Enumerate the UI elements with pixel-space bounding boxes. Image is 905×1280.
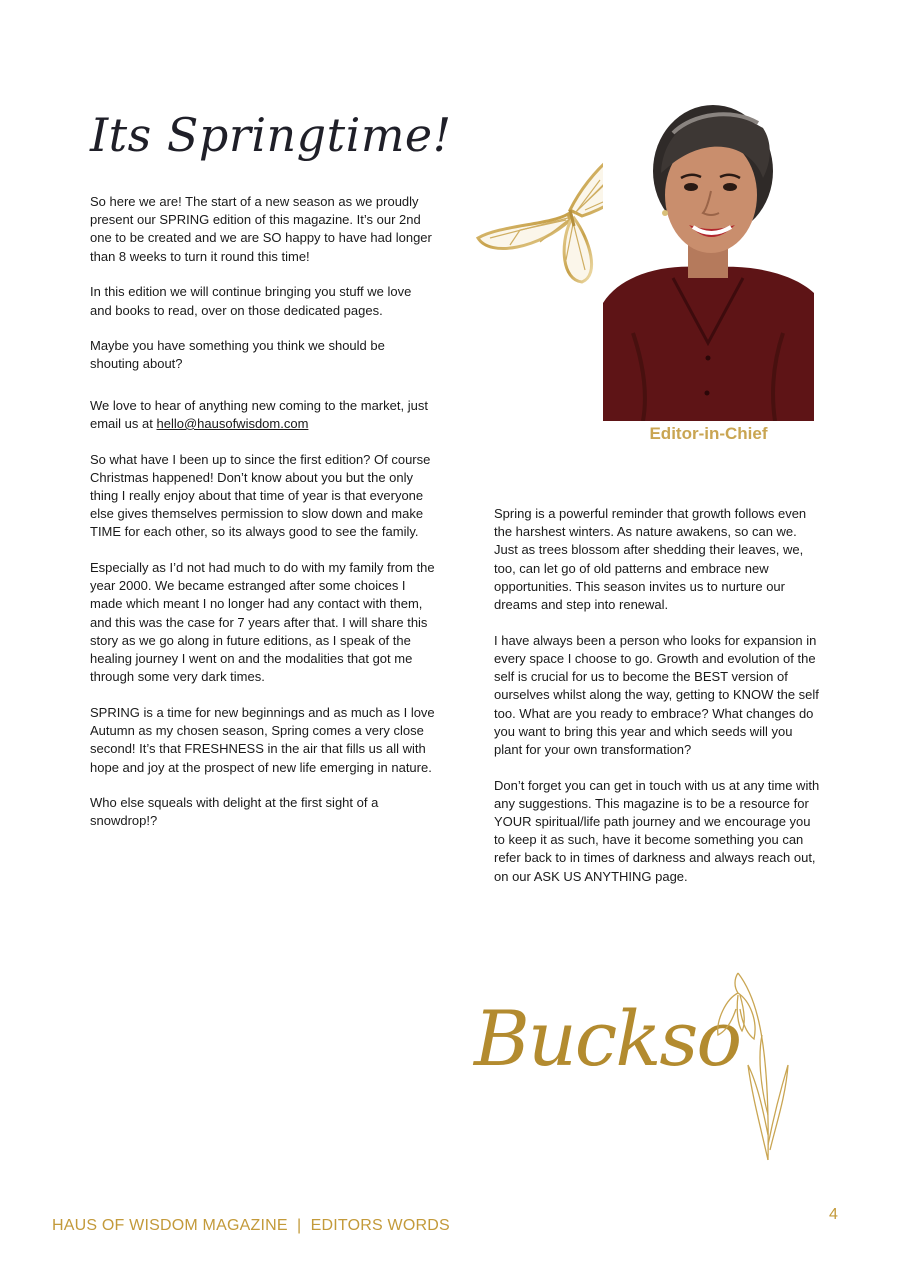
editor-photo: [603, 103, 814, 421]
paragraph: In this edition we will continue bringing you stuff we love and books to read, over on those dedicated pages.: [90, 284, 412, 318]
footer-section-title: HAUS OF WISDOM MAGAZINE | EDITORS WORDS: [52, 1217, 450, 1234]
page-title: Its Springtime!: [90, 108, 452, 162]
paragraph: Maybe you have something you think we should be shouting about?: [90, 338, 385, 372]
contact-text: We love to hear of anything new coming to the market, just email us at: [90, 397, 428, 431]
paragraph: Who else squeals with delight at the first sight of a snowdrop!?: [90, 795, 379, 829]
paragraph: Especially as I’d not had much to do with my family from the year 2000. We became estranged after some choices I made which meant I no longer had any contact with them, and this was the case for 7 years after that. I will share this story as we go along in future editions, as I speak of the healing journey I went on and the modalities that got me through some very dark times.: [90, 560, 435, 685]
snowdrop-icon: [700, 965, 800, 1165]
left-column: [90, 193, 435, 848]
photo-caption: Editor-in-Chief: [649, 424, 768, 443]
editor-portrait-icon: [603, 103, 814, 421]
right-column: [494, 505, 824, 903]
paragraph: I have always been a person who looks for expansion in every space I choose to go. Growth and evolution of the self is crucial for us to become the BEST version of ourselves whilst along the way, getting to KNOW the self too. What are you ready to embrace? What changes do you want to bring this year and which seeds will you plant for your own transformation?: [494, 632, 819, 757]
editor-signature: Buckso: [474, 994, 741, 1083]
paragraph: So what have I been up to since the first edition? Of course Christmas happened! Don’t know about you but the only thing I really enjoy about that time of year is that everyone else gives themselves permission to slow down and make TIME for each other, so its always good to see the family.: [90, 451, 431, 540]
paragraph: SPRING is a time for new beginnings and as much as I love Autumn as my chosen season, Spring comes a very close second! It’s that FRESHNESS in the air that fills us all with hope and joy at the prospect of new life emerging in nature.: [90, 704, 435, 775]
paragraph: Don’t forget you can get in touch with us at any time with any suggestions. This magazine is to be a resource for YOUR spiritual/life path journey and we encourage you to keep it as such, have it become something you can refer back to in times of darkness and always reach out, on our ASK US ANYTHING page.: [494, 777, 820, 884]
page-number: 4: [829, 1206, 838, 1223]
paragraph: Spring is a powerful reminder that growth follows even the harshest winters. As nature awakens, so can we. Just as trees blossom after shedding their leaves, we, too, can let go of old patterns and embrace new opportunities. This season invites us to nurture our dreams and step into renewal.: [494, 506, 807, 613]
paragraph-contact: [90, 397, 435, 433]
email-link[interactable]: hello@hausofwisdom.com: [156, 415, 309, 431]
paragraph: So here we are! The start of a new season as we proudly present our SPRING edition of this magazine. It’s our 2nd one to be created and we are SO happy to have had longer than 8 weeks to turn it round this time!: [90, 194, 432, 264]
